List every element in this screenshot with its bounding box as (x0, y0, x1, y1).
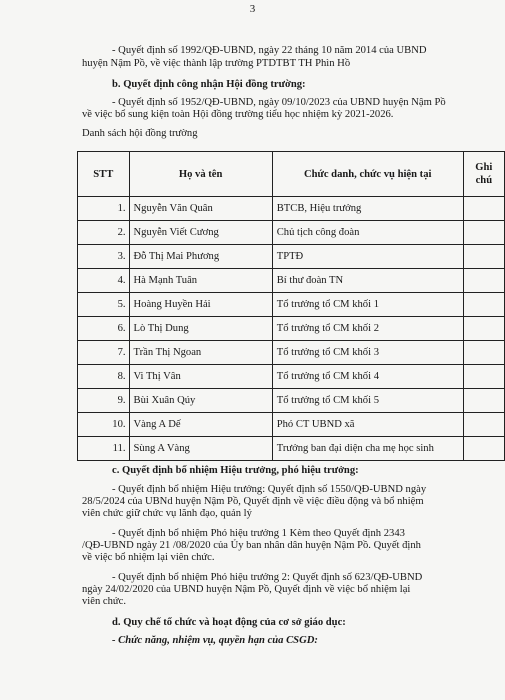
cell-role: Tổ trưởng tổ CM khối 1 (272, 293, 463, 317)
cell-name: Hà Mạnh Tuân (129, 269, 272, 293)
cell-role: Phó CT UBND xã (272, 413, 463, 437)
cell-role: Tổ trưởng tổ CM khối 3 (272, 341, 463, 365)
table-row (78, 341, 505, 365)
section-d-heading: d. Quy chế tổ chức và hoạt động của cơ sở giáo dục: (112, 617, 346, 628)
cell-role: BTCB, Hiệu trưởng (272, 197, 463, 221)
cell-role: TPTĐ (272, 245, 463, 269)
section-d-sub: - Chức năng, nhiệm vụ, quyền hạn của CSGD: (112, 635, 318, 646)
cell-stt: 2. (78, 221, 130, 245)
col-header-note: Ghi chú (463, 152, 504, 197)
cell-name: Trần Thị Ngoan (129, 341, 272, 365)
cell-note (463, 437, 504, 461)
cell-note (463, 413, 504, 437)
cell-note (463, 365, 504, 389)
cell-note (463, 389, 504, 413)
section-c-p2-line-2: /QĐ-UBND ngày 21 /08/2020 của Ủy ban nhân dân huyện Nậm Pồ. Quyết định (82, 540, 421, 551)
table-row (78, 197, 505, 221)
council-list-title: Danh sách hội đồng trường (82, 128, 198, 139)
table-row (78, 365, 505, 389)
table-row (78, 293, 505, 317)
table-row (78, 245, 505, 269)
cell-stt: 8. (78, 365, 130, 389)
page-number: 3 (249, 3, 256, 15)
section-c-p1-line-3: viên chức giữ chức vụ lãnh đạo, quản lý (82, 508, 252, 519)
cell-role: Trưởng ban đại diện cha mẹ học sinh (272, 437, 463, 461)
cell-name: Hoàng Huyền Hải (129, 293, 272, 317)
council-table (77, 151, 505, 461)
table-row (78, 437, 505, 461)
cell-role: Bí thư đoàn TN (272, 269, 463, 293)
cell-name: Vàng A Dế (129, 413, 272, 437)
section-c-p1-line-2: 28/5/2024 của UBNd huyện Nậm Pồ, Quyết định về việc điều động và bổ nhiệm (82, 496, 424, 507)
cell-name: Lò Thị Dung (129, 317, 272, 341)
table-row (78, 317, 505, 341)
cell-stt: 7. (78, 341, 130, 365)
cell-name: Sùng A Vàng (129, 437, 272, 461)
cell-note (463, 341, 504, 365)
section-b-line-2: về việc bổ sung kiện toàn Hội đồng trường tiểu học nhiệm kỳ 2021-2026. (82, 109, 394, 120)
cell-note (463, 269, 504, 293)
section-b-line-1: - Quyết định số 1952/QĐ-UBND, ngày 09/10/2023 của UBND huyện Nậm Pồ (112, 97, 446, 108)
cell-stt: 6. (78, 317, 130, 341)
section-c-p2-line-3: về việc bổ nhiệm lại viên chức. (82, 552, 215, 563)
cell-stt: 9. (78, 389, 130, 413)
cell-stt: 4. (78, 269, 130, 293)
section-c-p3-line-3: viên chức. (82, 596, 126, 607)
section-c-heading: c. Quyết định bổ nhiệm Hiệu trưởng, phó hiệu trưởng: (112, 465, 359, 476)
cell-note (463, 197, 504, 221)
section-c-p3-line-2: ngày 24/02/2020 của UBND huyện Nậm Pồ, Quyết định về việc bổ nhiệm lại (82, 584, 411, 595)
col-header-name: Họ và tên (129, 152, 272, 197)
cell-role: Chủ tịch công đoàn (272, 221, 463, 245)
cell-name: Nguyễn Văn Quân (129, 197, 272, 221)
cell-name: Bùi Xuân Qúy (129, 389, 272, 413)
cell-role: Tổ trưởng tổ CM khối 4 (272, 365, 463, 389)
cell-name: Đỗ Thị Mai Phương (129, 245, 272, 269)
cell-stt: 1. (78, 197, 130, 221)
cell-name: Nguyễn Viết Cương (129, 221, 272, 245)
table-header-row (78, 152, 505, 197)
section-c-p2-line-1: - Quyết định bổ nhiệm Phó hiệu trưởng 1 Kèm theo Quyết định 2343 (112, 528, 405, 539)
cell-note (463, 221, 504, 245)
col-header-role: Chức danh, chức vụ hiện tại (272, 152, 463, 197)
cell-stt: 10. (78, 413, 130, 437)
cell-stt: 5. (78, 293, 130, 317)
cell-note (463, 293, 504, 317)
table-row (78, 413, 505, 437)
table-row (78, 389, 505, 413)
cell-name: Vi Thị Vân (129, 365, 272, 389)
table-row (78, 269, 505, 293)
intro-line-2: huyện Nậm Pồ, về việc thành lập trường PTDTBT TH Phìn Hồ (82, 58, 351, 69)
cell-stt: 11. (78, 437, 130, 461)
section-c-p1-line-1: - Quyết định bổ nhiệm Hiệu trưởng: Quyết định số 1550/QĐ-UBND ngày (112, 484, 427, 495)
section-c-p3-line-1: - Quyết định bổ nhiệm Phó hiệu trưởng 2: Quyết định số 623/QĐ-UBND (112, 572, 423, 583)
cell-note (463, 245, 504, 269)
cell-note (463, 317, 504, 341)
col-header-stt: STT (78, 152, 130, 197)
cell-stt: 3. (78, 245, 130, 269)
section-b-heading: b. Quyết định công nhận Hội đồng trường: (112, 79, 306, 90)
cell-role: Tổ trưởng tổ CM khối 2 (272, 317, 463, 341)
intro-line-1: - Quyết định số 1992/QĐ-UBND, ngày 22 tháng 10 năm 2014 của UBND (112, 45, 427, 56)
cell-role: Tổ trưởng tổ CM khối 5 (272, 389, 463, 413)
table-row (78, 221, 505, 245)
